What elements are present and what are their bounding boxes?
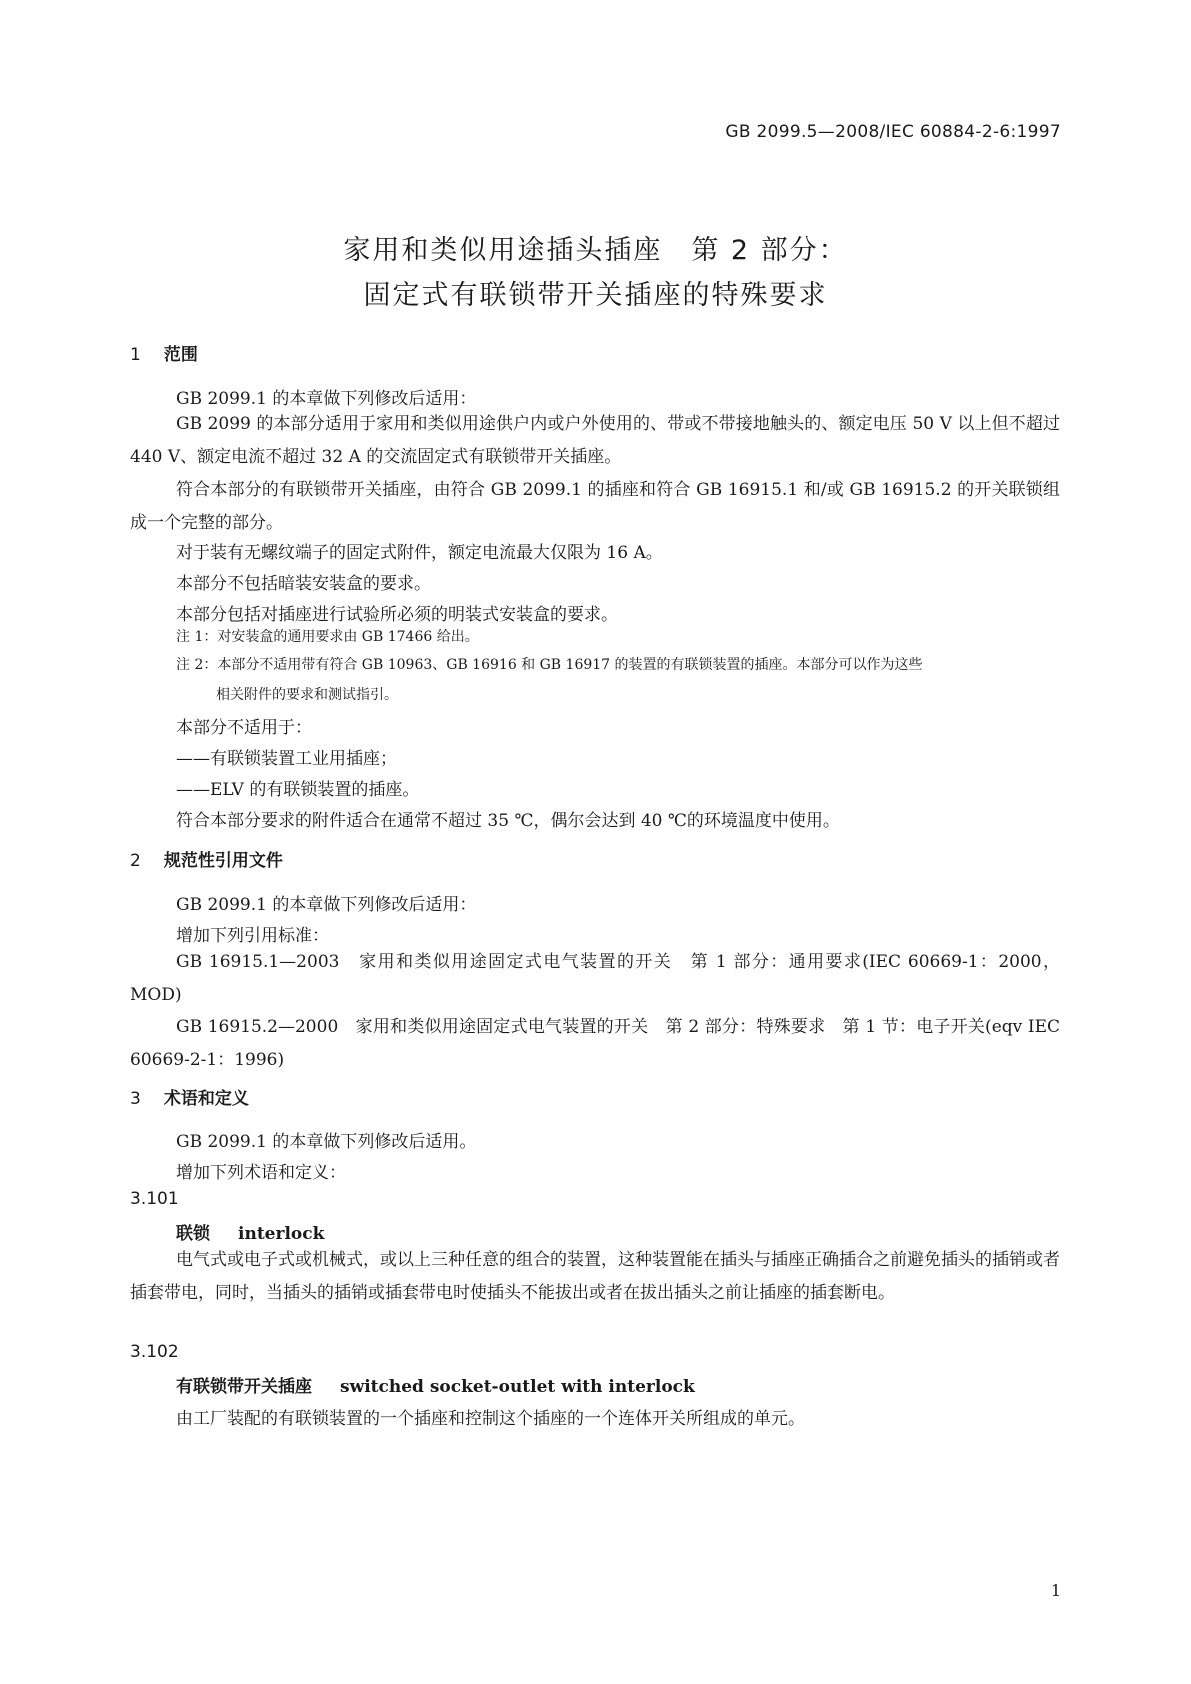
section-1-paragraph-8: 符合本部分要求的附件适合在通常不超过 35 ℃，偶尔会达到 40 ℃的环境温度中使用。 (176, 811, 840, 831)
reference-1: GB 16915.1—2003 家用和类似用途固定式电气装置的开关 第 1 部分：通用要求(IEC 60669-1：2000，MOD) (130, 952, 1060, 1005)
note-2 (176, 650, 1060, 710)
section-3-heading (130, 1084, 249, 1109)
section-2-number: 2 (130, 851, 141, 871)
list-item: ——ELV 的有联锁装置的插座。 (176, 780, 420, 800)
section-2-title: 规范性引用文件 (163, 851, 283, 871)
section-2-paragraph-2: 增加下列引用标准： (176, 926, 329, 946)
document-title-line-1: 家用和类似用途插头插座 第 2 部分： (343, 235, 848, 266)
term-definition: 由工厂装配的有联锁装置的一个插座和控制这个插座的一个连体开关所组成的单元。 (176, 1409, 805, 1429)
note-2-line-1: 注 2：本部分不适用带有符合 GB 10963、GB 16916 和 GB 16917 的装置的有联锁装置的插座。本部分可以作为这些 (176, 657, 923, 673)
section-2-paragraph-1: GB 2099.1 的本章做下列修改后适用： (176, 895, 477, 915)
section-1-paragraph-2: GB 2099 的本部分适用于家用和类似用途供户内或户外使用的、带或不带接地触头的、额定电压 50 V 以上但不超过 440 V、额定电流不超过 32 A 的交流固定式有联锁带开关插座。 (130, 414, 1060, 467)
term-english: interlock (238, 1224, 325, 1244)
section-1-heading (130, 340, 198, 365)
note-2-line-2: 相关附件的要求和测试指引。 (216, 687, 398, 703)
section-1-paragraph-1: GB 2099.1 的本章做下列修改后适用： (176, 389, 477, 409)
term-number: 3.102 (130, 1342, 179, 1362)
term-chinese: 有联锁带开关插座 (176, 1377, 312, 1397)
term-chinese: 联锁 (176, 1224, 210, 1244)
section-1-paragraph-7: 本部分不适用于： (176, 718, 312, 738)
term-definition: 电气式或电子式或机械式，或以上三种任意的组合的装置，这种装置能在插头与插座正确插合之前避免插头的插销或者插套带电，同时，当插头的插销或插套带电时使插头不能拔出或者在拔出插头之前让插座的插套断电。 (130, 1250, 1060, 1303)
section-3-paragraph-1: GB 2099.1 的本章做下列修改后适用。 (176, 1132, 477, 1152)
reference-2: GB 16915.2—2000 家用和类似用途固定式电气装置的开关 第 2 部分：特殊要求 第 1 节：电子开关(eqv IEC 60669-2-1：1996) (130, 1017, 1060, 1070)
term-english: switched socket-outlet with interlock (340, 1377, 695, 1397)
term-heading (176, 1372, 695, 1397)
section-1-paragraph-4: 对于装有无螺纹端子的固定式附件，额定电流最大仅限为 16 A。 (176, 543, 663, 563)
term-heading (176, 1219, 324, 1244)
note-1: 注 1：对安装盒的通用要求由 GB 17466 给出。 (176, 629, 479, 645)
section-1-paragraph-5: 本部分不包括暗装安装盒的要求。 (176, 574, 431, 594)
section-1-title: 范围 (163, 345, 198, 365)
section-3-title: 术语和定义 (163, 1089, 249, 1109)
section-1-number: 1 (130, 345, 141, 365)
section-1-paragraph-6: 本部分包括对插座进行试验所必须的明装式安装盒的要求。 (176, 605, 618, 625)
standard-number: GB 2099.5—2008/IEC 60884-2-6:1997 (725, 122, 1061, 142)
document-title-line-2: 固定式有联锁带开关插座的特殊要求 (363, 280, 828, 311)
list-item: ——有联锁装置工业用插座； (176, 749, 397, 769)
section-3-number: 3 (130, 1089, 141, 1109)
section-3-paragraph-2: 增加下列术语和定义： (176, 1163, 346, 1183)
page-number: 1 (1050, 1581, 1061, 1600)
term-number: 3.101 (130, 1189, 179, 1209)
section-1-paragraph-3: 符合本部分的有联锁带开关插座，由符合 GB 2099.1 的插座和符合 GB 16915.1 和/或 GB 16915.2 的开关联锁组成一个完整的部分。 (130, 480, 1060, 533)
section-2-heading (130, 846, 283, 871)
